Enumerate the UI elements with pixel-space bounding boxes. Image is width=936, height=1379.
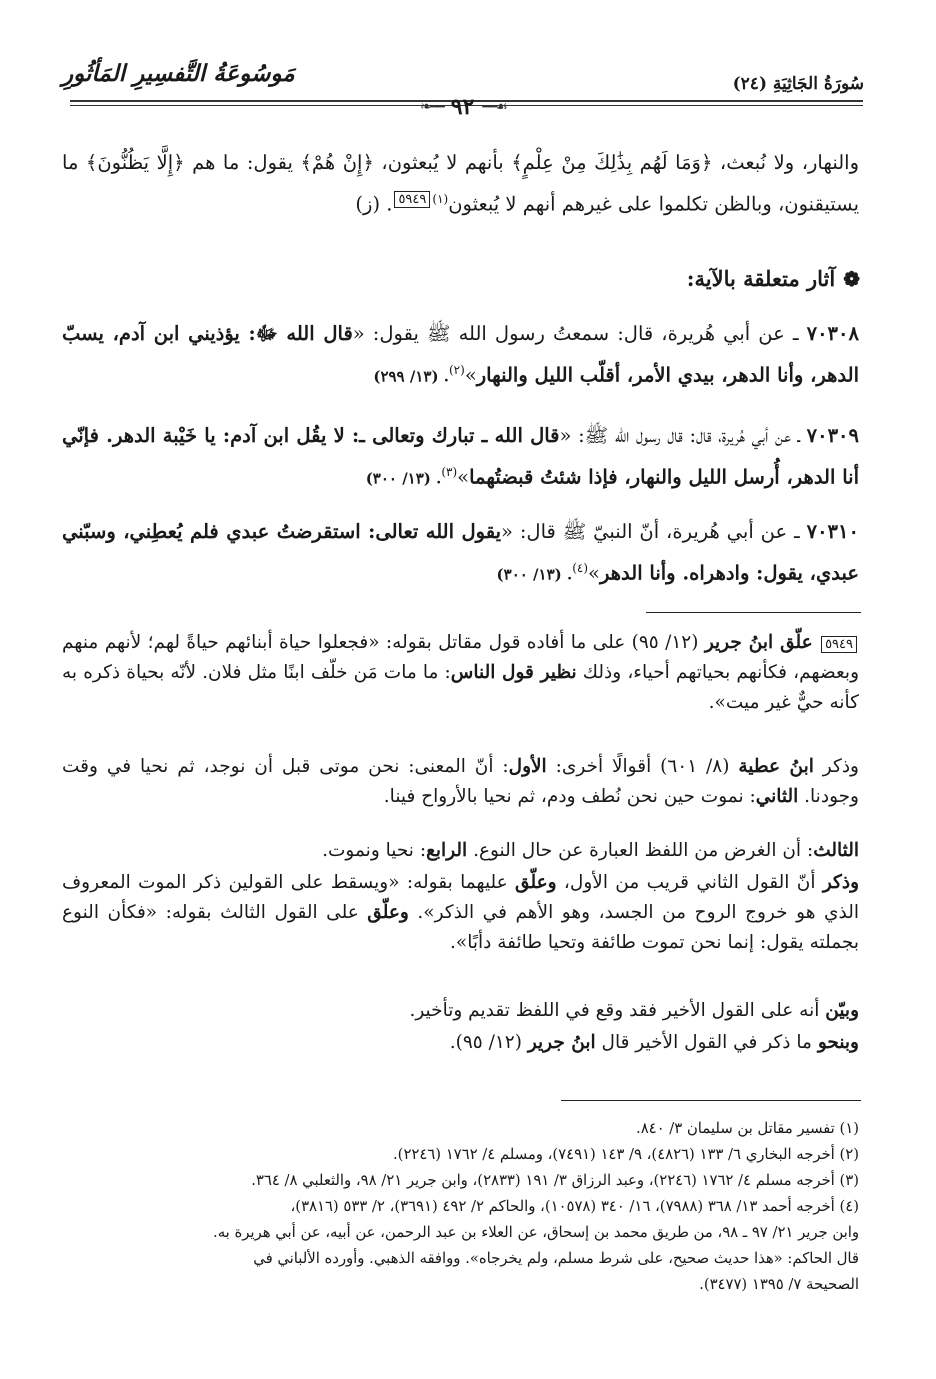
flower-ornament-icon: ❁: [843, 266, 860, 291]
commentary-box-marker: ٥٩٤٩: [394, 191, 430, 208]
ornament-left-icon: ❧━━: [420, 99, 443, 115]
page-number-ornament: [398, 92, 528, 122]
hadith-number: ٧٠٣٠٨: [806, 322, 859, 345]
footnote-marker: (٤): [572, 561, 589, 575]
hadith-tail: »: [457, 465, 470, 489]
commentary-text: : نموت حين نحن نُطف ودم، ثم نحيا بالأرواح فينا.: [383, 786, 756, 807]
hadith-lead: ـ عن أبي هُريرة، أنّ النبيّ ﷺ قال: «: [501, 520, 807, 543]
commentary-text: على القول الثالث بقوله: «فكأن النوع بجملته يقول: إنما نحن تموت طائفة وتحيا طائفة دأبًا».: [62, 902, 859, 953]
commentary-text: : أنّ المعنى: نحن موتى قبل أن نوجد، ثم نحيا في وقت وجودنا.: [62, 756, 859, 807]
commentary-text: : ما مات مَن خلّف ابنًا مثل فلان. لأنّه بحياة ذكره به كأنه حيٌّ غير ميت».: [62, 662, 859, 713]
commentary-text: (١٢/ ٩٥) على ما أفاده قول مقاتل بقوله: «فجعلوا حياة أبنائهم حياةً لهم؛ لأنهم منهم وبعضهم، فكأنهم بحياتهم أحياء، وذلك: [62, 632, 860, 683]
hadith-text: قال الله ﷻ: يؤذيني ابن آدم، يسبّ الدهر، وأنا الدهر، بيدي الأمر، أقلّب الليل والنهار: [62, 322, 859, 387]
commentary-text: عليهما بقوله: «ويسقط على القولين ذكر الموت المعروف الذي هو خروج الروح من الجسد، وهو الأهم في الذكر».: [62, 872, 859, 923]
footnote-marker: (١): [432, 192, 449, 206]
hadith-reference: . (١٣/ ٢٩٩): [373, 367, 449, 386]
hadith-entry: [62, 418, 859, 497]
commentary-bold: الثالث: [813, 840, 859, 861]
commentary-bold: وذكر: [822, 872, 860, 893]
hadith-lead: ـ عن أبي هُريرة، قال: قال رسول الله ﷺ: «: [559, 424, 807, 447]
commentary-paragraph-2: [62, 752, 859, 812]
hadith-tail: »: [588, 561, 600, 585]
commentary-text: أنه على القول الأخير فقد وقع في اللفظ تقديم وتأخير.: [409, 1000, 826, 1021]
commentary-text: وذكر: [813, 756, 859, 777]
commentary-bold: الأول: [508, 756, 547, 777]
intro-line-1: والنهار، ولا نُبعث، ﴿وَمَا لَهُم بِذَٰلِكَ مِنْ عِلْمٍ﴾ بأنهم لا يُبعثون، ﴿إِنْ هُمْ﴾ يقول: ما هم: [192, 151, 859, 174]
section-heading-text: آثار متعلقة بالآية:: [686, 266, 836, 291]
footnote: وابن جرير ٢١/ ٩٧ ـ ٩٨، من طريق محمد بن إسحاق، عن العلاء بن عبد الرحمن، عن أبيه، عن أبي هريرة به.: [213, 1224, 859, 1241]
hadith-lead: ـ عن أبي هُريرة، قال: سمعتُ رسول الله ﷺ يقول: «: [352, 322, 807, 345]
commentary-bold: وبيّن: [825, 1000, 859, 1021]
footnote-separator: [561, 1100, 861, 1101]
intro-paragraph: [62, 145, 859, 223]
commentary-text: : أن الغرض من اللفظ العبارة عن حال النوع.: [467, 840, 814, 861]
book-title: مَوسُوعَةُ التَّفسِيرِ المَأثُورِ: [62, 60, 295, 87]
footnote-marker: (٣): [441, 465, 458, 479]
footnote: (٣) أخرجه مسلم ٤/ ١٧٦٢ (٢٢٤٦)، وعبد الرزاق ٣/ ١٩١ (٢٨٣٣)، وابن جرير ٢١/ ٩٨، والثعلبي ٨/ ٣٦٤.: [251, 1172, 859, 1189]
surah-header: [733, 74, 864, 94]
commentary-paragraph-6: [62, 1028, 859, 1058]
commentary-bold: ابنُ جرير: [527, 1032, 596, 1053]
commentary-bold: وعلّق: [515, 872, 557, 893]
commentary-bold: وعلّق: [367, 902, 409, 923]
hadith-number: ٧٠٣١٠: [806, 520, 859, 543]
page-number: ٩٢: [450, 94, 475, 120]
surah-number: (٢٤): [732, 74, 767, 94]
footnote: (٢) أخرجه البخاري ٦/ ١٣٣ (٤٨٢٦)، ٩/ ١٤٣ (٧٤٩١)، ومسلم ٤/ ١٧٦٢ (٢٢٤٦).: [392, 1146, 859, 1163]
hadith-reference: . (١٣/ ٣٠٠): [496, 565, 573, 584]
commentary-text: ما ذكر في القول الأخير قال: [595, 1032, 818, 1053]
commentary-text: (٨/ ٦٠١) أقوالًا أخرى:: [546, 756, 739, 777]
ornament-right-icon: ━━☙: [482, 99, 506, 115]
commentary-text: (١٢/ ٩٥).: [449, 1032, 528, 1053]
section-heading: [687, 266, 860, 291]
commentary-paragraph-1: [62, 628, 859, 718]
commentary-paragraph-5: [62, 996, 859, 1026]
commentary-text: أنّ القول الثاني قريب من الأول،: [556, 872, 823, 893]
intro-line-2: ﴿إِلَّا يَظُنُّونَ﴾ ما يستيقنون، وبالظن تكلموا على غيرهم أنهم لا يُبعثون: [62, 151, 859, 216]
hadith-text: يقول الله تعالى: استقرضتُ عبدي فلم يُعطِني، وسبّني عبدي، يقول: وادهراه. وأنا الدهر: [62, 520, 859, 585]
footnote-marker: (٢): [448, 363, 465, 377]
hadith-entry: [62, 316, 859, 395]
commentary-separator: [646, 612, 861, 613]
commentary-bold: علّق ابنُ جرير: [704, 632, 813, 653]
footnote: (٤) أخرجه أحمد ١٣/ ٣٦٨ (٧٩٨٨)، ١٦/ ٣٤٠ (١٠٥٧٨)، والحاكم ٢/ ٤٩٢ (٣٦٩١)، ٢/ ٥٣٣ (٣٨١٦)،: [290, 1198, 859, 1215]
commentary-bold: نظير قول الناس: [450, 662, 577, 683]
hadith-entry: [62, 514, 859, 593]
hadith-tail: »: [464, 363, 477, 387]
commentary-paragraph-4: [62, 868, 859, 958]
surah-title: سُورَةُ الجَاثِيَةِ: [772, 74, 864, 94]
commentary-bold: الرابع: [426, 840, 468, 861]
footnote: (١) تفسير مقاتل بن سليمان ٣/ ٨٤٠.: [636, 1120, 859, 1137]
hadith-reference: . (١٣/ ٣٠٠): [365, 469, 442, 488]
footnote: قال الحاكم: «هذا حديث صحيح، على شرط مسلم، ولم يخرجاه». ووافقه الذهبي. وأورده الألباني في: [253, 1250, 859, 1267]
commentary-text: : نحيا ونموت.: [322, 840, 427, 861]
commentary-bold: ابنُ عطية: [738, 756, 814, 777]
commentary-bold: وبنحو: [817, 1032, 859, 1053]
commentary-bold: الثاني: [755, 786, 799, 807]
commentary-box-number: ٥٩٤٩: [821, 636, 857, 653]
intro-end: . (ز): [355, 192, 393, 216]
commentary-paragraph-3: [62, 836, 859, 866]
hadith-number: ٧٠٣٠٩: [806, 424, 859, 447]
hadith-text: قال الله ـ تبارك وتعالى ـ: لا يقُل ابن آدم: يا خَيْبة الدهر. فإنّي أنا الدهر، أُرسل الليل والنهار، فإذا شئتُ قبضتُهما: [62, 424, 859, 489]
footnote: الصحيحة ٧/ ١٣٩٥ (٣٤٧٧).: [699, 1276, 859, 1293]
